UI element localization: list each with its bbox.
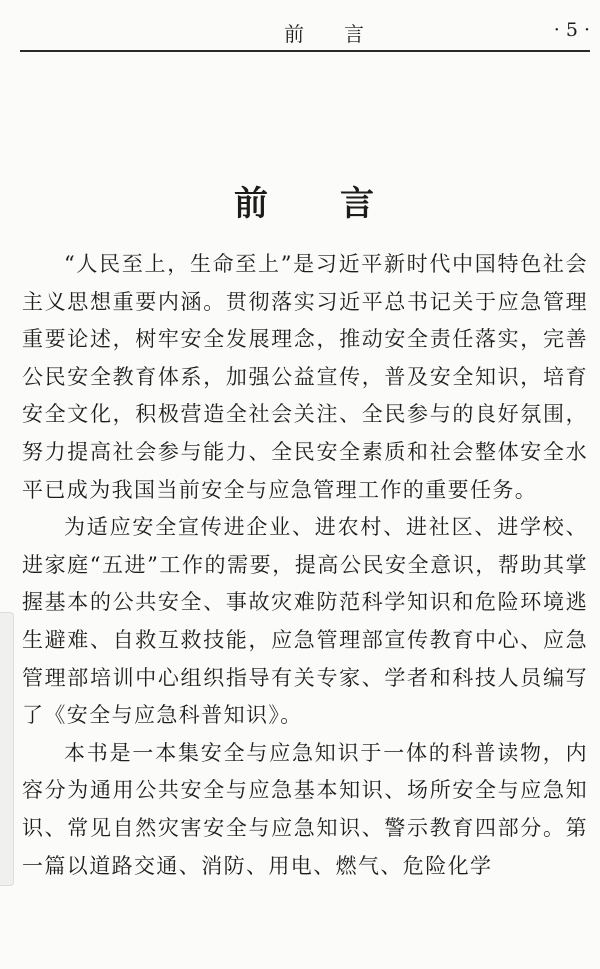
header-divider [20,50,590,52]
body-text [22,246,588,966]
paragraph-1: “人民至上，生命至上”是习近平新时代中国特色社会主义思想重要内涵。贯彻落实习近平总书记关于应急管理重要论述，树牢安全发展理念，推动安全责任落实，完善公民安全教育体系，加强公益宣传，普及安全知识，培育安全文化，积极营造全社会关注、全民参与的良好氛围，努力提高社会参与能力、全民安全素质和社会整体安全水平已成为我国当前安全与应急管理工作的重要任务。 [22,252,588,502]
paragraph-3: 本书是一本集安全与应急知识于一体的科普读物，内容分为通用公共安全与应急基本知识、场所安全与应急知识、常见自然灾害安全与应急知识、警示教育四部分。第一篇以道路交通、消防、用电、燃气、危险化学 [22,740,588,878]
side-panel-tab[interactable] [0,612,14,886]
chapter-title: 前言 [234,184,446,224]
running-header [20,14,590,52]
page-number: · 5 · [553,19,590,41]
header-title: 前言 [284,22,404,46]
paragraph-2: 为适应安全宣传进企业、进农村、进社区、进学校、进家庭“五进”工作的需要，提高公民安全意识，帮助其掌握基本的公共安全、事故灾难防范科学知识和危险环境逃生避难、自救互救技能，应急管理部宣传教育中心、应急管理部培训中心组织指导有关专家、学者和科技人员编写了《安全与应急科普知识》。 [22,515,588,728]
